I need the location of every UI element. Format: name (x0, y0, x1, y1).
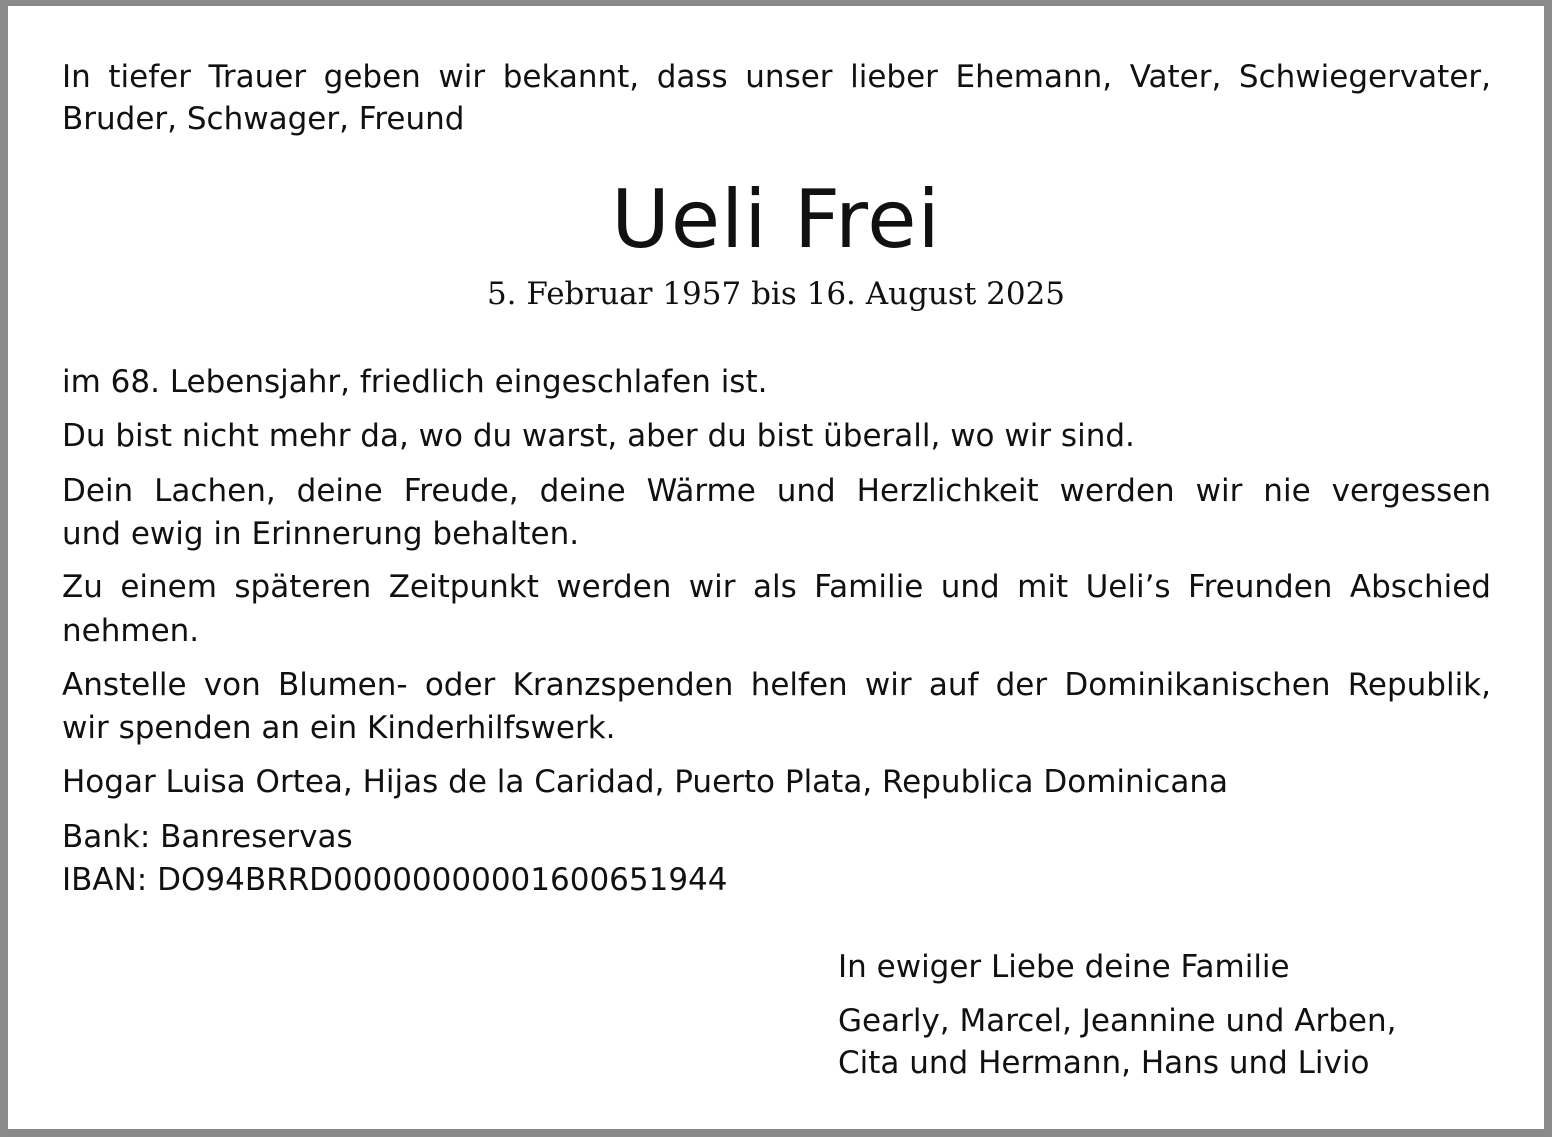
body-paragraph-3-line-1: Dein Lachen, deine Freude, deine Wärme und Herzlichkeit werden wir nie vergessen (62, 473, 1491, 509)
intro-line-1: In tiefer Trauer geben wir bekannt, dass unser lieber Ehemann, Vater, Schwiegervater, (62, 59, 1491, 95)
body-paragraph-5-line-2: wir spenden an ein Kinderhilfswerk. (62, 710, 616, 746)
signature-names-2: Cita und Hermann, Hans und Livio (838, 1045, 1370, 1081)
charity-address: Hogar Luisa Ortea, Hijas de la Caridad, Puerto Plata, Republica Dominicana (62, 764, 1228, 800)
life-dates: 5. Februar 1957 bis 16. August 2025 (486, 276, 1066, 312)
body-paragraph-2: Du bist nicht mehr da, wo du warst, aber du bist überall, wo wir sind. (62, 418, 1135, 454)
intro-line-2: Bruder, Schwager, Freund (62, 101, 465, 137)
signature-closing: In ewiger Liebe deine Familie (838, 949, 1290, 985)
body-paragraph-4-line-2: nehmen. (62, 613, 200, 649)
obituary-notice (8, 6, 1544, 1129)
body-paragraph-3-line-2: und ewig in Erinnerung behalten. (62, 516, 580, 552)
signature-names-1: Gearly, Marcel, Jeannine und Arben, (838, 1003, 1397, 1039)
body-paragraph-5-line-1: Anstelle von Blumen- oder Kranzspenden helfen wir auf der Dominikanischen Republik, (62, 667, 1491, 703)
deceased-name: Ueli Frei (611, 173, 941, 266)
body-paragraph-1: im 68. Lebensjahr, friedlich eingeschlafen ist. (62, 364, 768, 400)
bank-name: Bank: Banreservas (62, 819, 353, 855)
bank-iban: IBAN: DO94BRRD00000000001600651944 (62, 862, 728, 898)
body-paragraph-4-line-1: Zu einem späteren Zeitpunkt werden wir als Familie und mit Ueli’s Freunden Abschied (62, 569, 1491, 605)
